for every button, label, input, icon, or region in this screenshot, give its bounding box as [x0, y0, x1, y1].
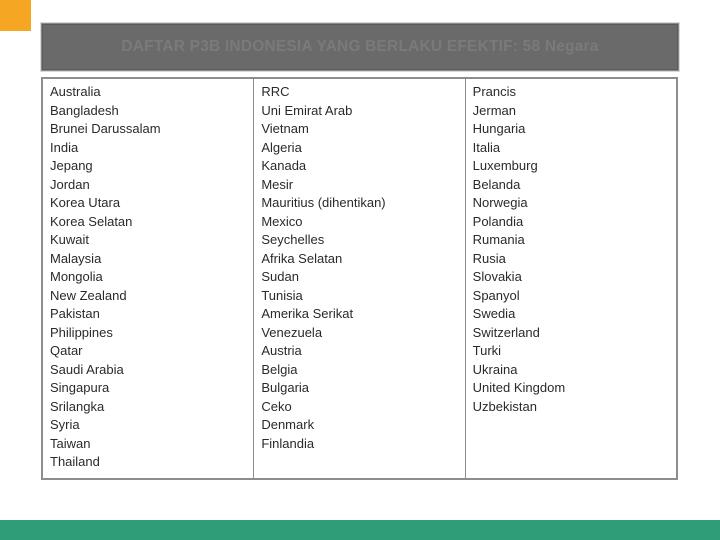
country-item: Mesir	[261, 176, 294, 192]
country-item: Ukraina	[472, 361, 518, 377]
country-item: Jepang	[50, 158, 93, 173]
page-title: DAFTAR P3B INDONESIA YANG BERLAKU EFEKTIF: 58 Negara	[121, 38, 599, 55]
country-column-2	[253, 79, 464, 478]
country-column-3	[465, 79, 676, 478]
country-item: Mexico	[261, 213, 303, 229]
country-item: Kuwait	[50, 232, 90, 247]
title-bar	[41, 23, 679, 71]
country-item: Switzerland	[472, 324, 540, 340]
country-item: Mongolia	[50, 269, 103, 284]
accent-square	[0, 0, 31, 31]
footer-bar	[0, 520, 720, 540]
country-column-1	[43, 79, 253, 478]
country-item: Austria	[261, 343, 302, 358]
country-item: United Kingdom	[472, 380, 566, 395]
country-item: Tunisia	[261, 287, 303, 303]
country-item: Korea Utara	[50, 195, 121, 210]
country-item: Swedia	[472, 306, 516, 321]
country-item: Belgia	[261, 361, 298, 377]
country-item: Rumania	[472, 232, 525, 247]
country-item: Norwegia	[472, 195, 528, 210]
country-item: Amerika Serikat	[261, 306, 354, 321]
country-name: Mauritius	[261, 195, 315, 210]
country-item: Bangladesh	[50, 102, 119, 118]
country-item: Polandia	[472, 213, 524, 229]
country-item: Kanada	[261, 158, 307, 173]
country-item: Australia	[50, 84, 101, 99]
country-item: Ceko	[261, 398, 292, 414]
country-item: New Zealand	[50, 287, 127, 303]
country-item: Slovakia	[472, 269, 522, 284]
country-item: Korea Selatan	[50, 213, 133, 229]
country-item: Hungaria	[472, 121, 526, 136]
country-item: Belanda	[472, 176, 521, 192]
country-item: Malaysia	[50, 250, 102, 266]
country-item: Prancis	[472, 84, 517, 99]
country-item: Sudan	[261, 269, 299, 284]
country-item: Italia	[472, 139, 501, 155]
country-item-mauritius	[261, 194, 464, 213]
status-note: (dihentikan)	[317, 195, 386, 210]
country-item: Rusia	[472, 250, 506, 266]
country-item: Srilangka	[50, 398, 105, 414]
country-item: Qatar	[50, 343, 83, 358]
country-item: Saudi Arabia	[50, 361, 124, 377]
country-item: Afrika Selatan	[261, 250, 343, 266]
country-item: Turki	[472, 343, 502, 358]
country-item: Venezuela	[261, 324, 323, 340]
country-item: Taiwan	[50, 435, 91, 451]
country-item: Singapura	[50, 380, 110, 395]
country-item: Bulgaria	[261, 380, 310, 395]
country-item: Algeria	[261, 139, 302, 155]
country-item: Jerman	[472, 102, 517, 118]
country-item: Luxemburg	[472, 158, 538, 173]
country-item: Uzbekistan	[472, 398, 537, 414]
country-item: India	[50, 139, 79, 155]
country-item: Vietnam	[261, 121, 309, 136]
country-item: Uni Emirat Arab	[261, 102, 353, 118]
country-item: RRC	[261, 84, 290, 99]
country-item: Pakistan	[50, 306, 100, 321]
country-item: Syria	[50, 417, 80, 432]
country-item: Finlandia	[261, 435, 315, 451]
country-item: Thailand	[50, 454, 100, 469]
country-item: Philippines	[50, 324, 113, 340]
country-item: Jordan	[50, 176, 90, 192]
country-item: Spanyol	[472, 287, 520, 303]
country-table	[41, 77, 678, 480]
country-item: Seychelles	[261, 232, 325, 247]
country-item: Denmark	[261, 417, 315, 432]
country-item: Brunei Darussalam	[50, 121, 161, 136]
